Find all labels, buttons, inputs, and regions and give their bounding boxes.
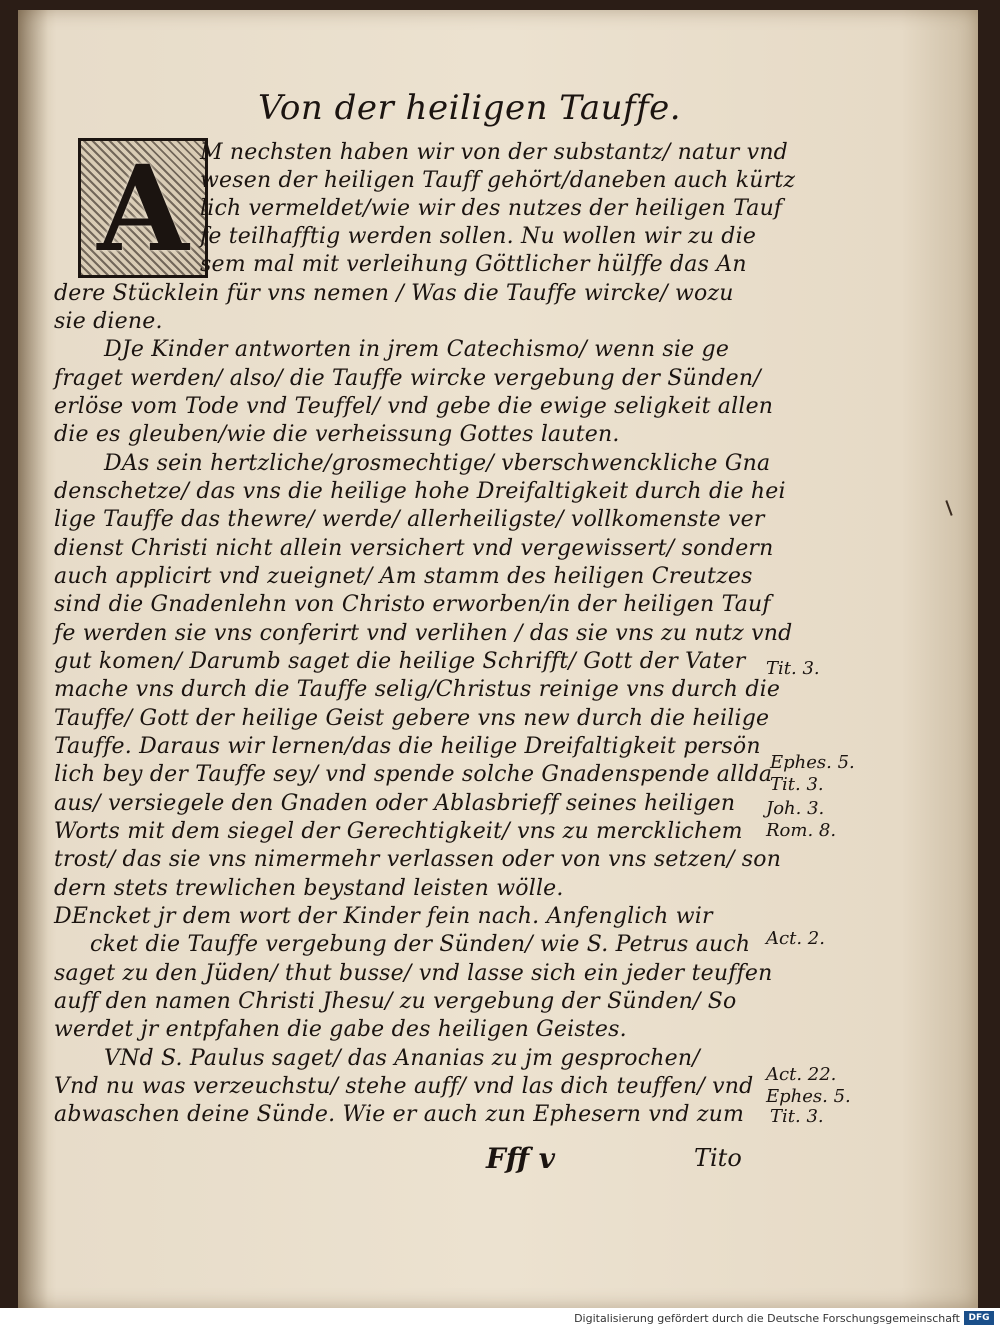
margin-note: Act. 2. <box>766 928 825 949</box>
text-line: gut komen/ Darumb saget die heilige Schrifft/ Gott der Vater <box>54 649 746 674</box>
text-line: Tauffe/ Gott der heilige Geist gebere vns new durch die heilige <box>54 706 770 731</box>
text-line: wesen der heiligen Tauff gehört/daneben auch kürtz <box>200 168 796 193</box>
text-line: lich vermeldet/wie wir des nutzes der heiligen Tauf <box>200 196 783 221</box>
text-line: Worts mit dem siegel der Gerechtigkeit/ vns zu mercklichem <box>54 819 743 844</box>
text-line: dern stets trewlichen beystand leisten wölle. <box>54 876 564 901</box>
margin-note: Ephes. 5. <box>770 752 855 773</box>
text-line: auff den namen Christi Jhesu/ zu vergebung der Sünden/ So <box>54 989 737 1014</box>
margin-note: Ephes. 5. <box>766 1086 851 1107</box>
stray-mark <box>945 500 952 516</box>
text-line: Tauffe. Daraus wir lernen/das die heilige Dreifaltigkeit persön <box>54 734 761 759</box>
text-line: trost/ das sie vns nimermehr verlassen oder von vns setzen/ son <box>54 847 782 872</box>
catchword: Tito <box>694 1144 742 1172</box>
footer-bar <box>0 1308 1000 1330</box>
text-line: sie diene. <box>54 309 163 334</box>
text-line: abwaschen deine Sünde. Wie er auch zun Ephesern vnd zum <box>54 1102 745 1127</box>
text-line: M nechsten haben wir von der substantz/ natur vnd <box>200 140 788 165</box>
text-line: fe werden sie vns conferirt vnd verlihen / das sie vns zu nutz vnd <box>54 621 793 646</box>
text-line: DAs sein hertzliche/grosmechtige/ vberschwenckliche Gna <box>104 451 771 476</box>
text-line: erlöse vom Tode vnd Teuffel/ vnd gebe die ewige seligkeit allen <box>54 394 774 419</box>
text-line: sem mal mit verleihung Göttlicher hülffe das An <box>200 252 747 277</box>
text-line: fe teilhafftig werden sollen. Nu wollen wir zu die <box>200 224 757 249</box>
text-line: DEncket jr dem wort der Kinder fein nach. Anfenglich wir <box>54 904 713 929</box>
text-line: Vnd nu was verzeuchstu/ stehe auff/ vnd las dich teuffen/ vnd <box>54 1074 754 1099</box>
margin-note: Rom. 8. <box>766 820 837 841</box>
text-line: werdet jr entpfahen die gabe des heiligen Geistes. <box>54 1017 627 1042</box>
initial-letter: A <box>97 138 189 278</box>
text-line: sind die Gnadenlehn von Christo erworben/in der heiligen Tauf <box>54 592 771 617</box>
decorated-initial <box>78 138 208 278</box>
dfg-logo: DFG <box>964 1311 994 1325</box>
margin-note: Tit. 3. <box>770 1106 824 1127</box>
text-line: saget zu den Jüden/ thut busse/ vnd lasse sich ein jeder teuffen <box>54 961 773 986</box>
margin-note: Tit. 3. <box>766 658 820 679</box>
text-line: dere Stücklein für vns nemen / Was die Tauffe wircke/ wozu <box>54 281 734 306</box>
text-line: auch applicirt vnd zueignet/ Am stamm des heiligen Creutzes <box>54 564 753 589</box>
funding-credit: Digitalisierung gefördert durch die Deutsche Forschungsgemeinschaft <box>574 1312 960 1325</box>
text-line: DJe Kinder antworten in jrem Catechismo/ wenn sie ge <box>104 337 730 362</box>
text-line: cket die Tauffe vergebung der Sünden/ wie S. Petrus auch <box>90 932 751 957</box>
margin-note: Tit. 3. <box>770 774 824 795</box>
text-line: aus/ versiegele den Gnaden oder Ablasbrieff seines heiligen <box>54 791 736 816</box>
text-line: fraget werden/ also/ die Tauffe wircke vergebung der Sünden/ <box>54 366 761 391</box>
text-line: mache vns durch die Tauffe selig/Christus reinige vns durch die <box>54 677 781 702</box>
chapter-title: Von der heiligen Tauffe. <box>258 88 682 128</box>
margin-note: Act. 22. <box>766 1064 837 1085</box>
text-line: lich bey der Tauffe sey/ vnd spende solche Gnadenspende allda <box>54 762 773 787</box>
text-line: die es gleuben/wie die verheissung Gottes lauten. <box>54 422 620 447</box>
text-line: VNd S. Paulus saget/ das Ananias zu jm gesprochen/ <box>104 1046 700 1071</box>
text-line: dienst Christi nicht allein versichert vnd vergewissert/ sondern <box>54 536 774 561</box>
book-page <box>18 10 978 1308</box>
signature-mark: Fff v <box>486 1142 556 1175</box>
text-line: denschetze/ das vns die heilige hohe Dreifaltigkeit durch die hei <box>54 479 786 504</box>
margin-note: Joh. 3. <box>766 798 825 819</box>
text-line: lige Tauffe das thewre/ werde/ allerheiligste/ vollkomenste ver <box>54 507 765 532</box>
